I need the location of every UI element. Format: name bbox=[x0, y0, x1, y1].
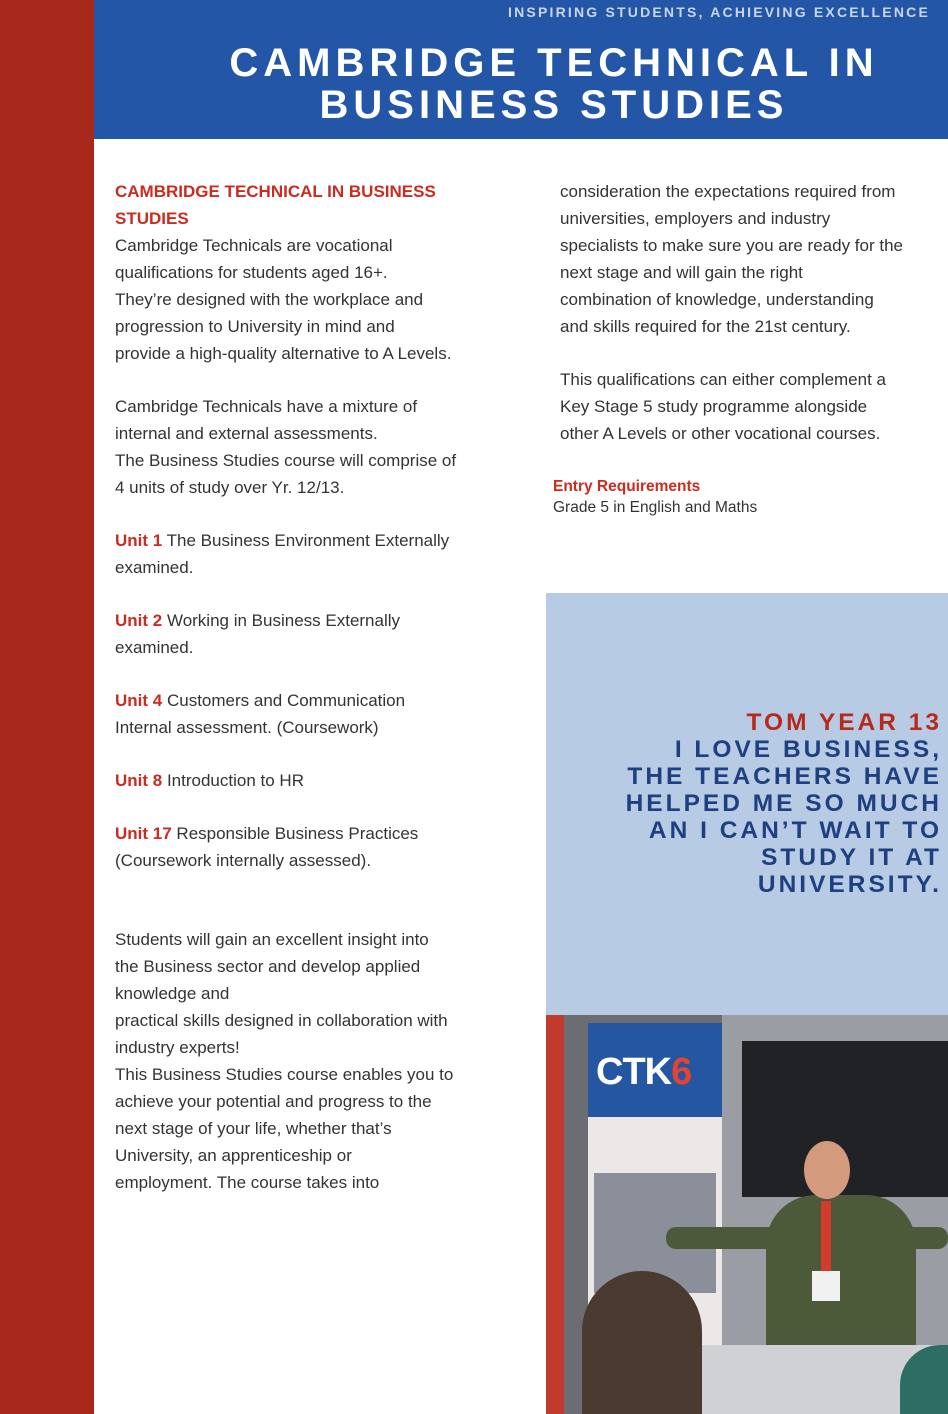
unit-item: Unit 17 Responsible Business Practices (Coursework internally assessed). bbox=[115, 824, 419, 870]
quote-line: I LOVE BUSINESS, bbox=[674, 736, 942, 763]
quote-line: HELPED ME SO MUCH bbox=[625, 790, 942, 817]
left-column bbox=[115, 178, 530, 1196]
quote-line: AN I CAN’T WAIT TO bbox=[648, 817, 942, 844]
left-decorative-stripe bbox=[0, 0, 94, 1414]
classroom-photo bbox=[546, 1015, 948, 1414]
quote-line: UNIVERSITY. bbox=[757, 871, 942, 898]
teacher-head bbox=[804, 1141, 850, 1199]
student-silhouette bbox=[582, 1271, 702, 1414]
quote-author: TOM YEAR 13 bbox=[746, 709, 942, 736]
entry-requirements bbox=[553, 476, 757, 518]
banner-logo-area bbox=[588, 1023, 722, 1117]
page-title-line-2: BUSINESS STUDIES bbox=[319, 83, 789, 127]
outcome-paragraph: Students will gain an excellent insight into the Business sector and develop applied knowledge and practical skills designed in collaboration with industry experts! This Business Studies course enables you to achieve your potential and progress to the next stage of your life, whether that’s University, an apprenticeship or employment. The course takes into bbox=[115, 930, 454, 1192]
ctk6-logo: CTK6 bbox=[596, 1051, 692, 1093]
teacher-badge bbox=[812, 1271, 840, 1301]
unit-item: Unit 8 Introduction to HR bbox=[115, 771, 304, 790]
page-title-line-1: CAMBRIDGE TECHNICAL IN bbox=[229, 41, 879, 85]
unit-item: Unit 1 The Business Environment Externally examined. bbox=[115, 531, 450, 577]
photo-red-stripe bbox=[546, 1015, 564, 1414]
right-column bbox=[560, 178, 948, 447]
page-header bbox=[94, 0, 948, 139]
quote-line: THE TEACHERS HAVE bbox=[627, 763, 942, 790]
unit-item: Unit 2 Working in Business Externally examined. bbox=[115, 611, 401, 657]
section-heading: CAMBRIDGE TECHNICAL IN BUSINESS STUDIES bbox=[115, 182, 436, 228]
quote-line: STUDY IT AT bbox=[761, 844, 942, 871]
teacher-lanyard bbox=[821, 1201, 831, 1281]
unit-item: Unit 4 Customers and Communication Internal assessment. (Coursework) bbox=[115, 691, 406, 737]
student-quote-box bbox=[546, 593, 948, 1015]
assessment-paragraph: Cambridge Technicals have a mixture of internal and external assessments. The Business Studies course will comprise of 4 units of study over Yr. 12/13. bbox=[115, 397, 457, 497]
header-tagline: INSPIRING STUDENTS, ACHIEVING EXCELLENCE bbox=[508, 4, 930, 20]
continued-paragraph: consideration the expectations required from universities, employers and industry specialists to make sure you are ready for the next stage and will gain the right combination of knowledge, understanding and skills required for the 21st century. bbox=[560, 182, 903, 336]
intro-paragraph: Cambridge Technicals are vocational qualifications for students aged 16+. They’re designed with the workplace and progression to University in mind and provide a high-quality alternative to A Levels. bbox=[115, 236, 452, 363]
entry-requirements-text: Grade 5 in English and Maths bbox=[553, 499, 758, 516]
complement-paragraph: This qualifications can either complement a Key Stage 5 study programme alongside other A Levels or other vocational courses. bbox=[560, 370, 886, 443]
entry-requirements-label: Entry Requirements bbox=[553, 478, 701, 495]
page-title bbox=[134, 42, 948, 126]
student-quote bbox=[626, 709, 942, 898]
